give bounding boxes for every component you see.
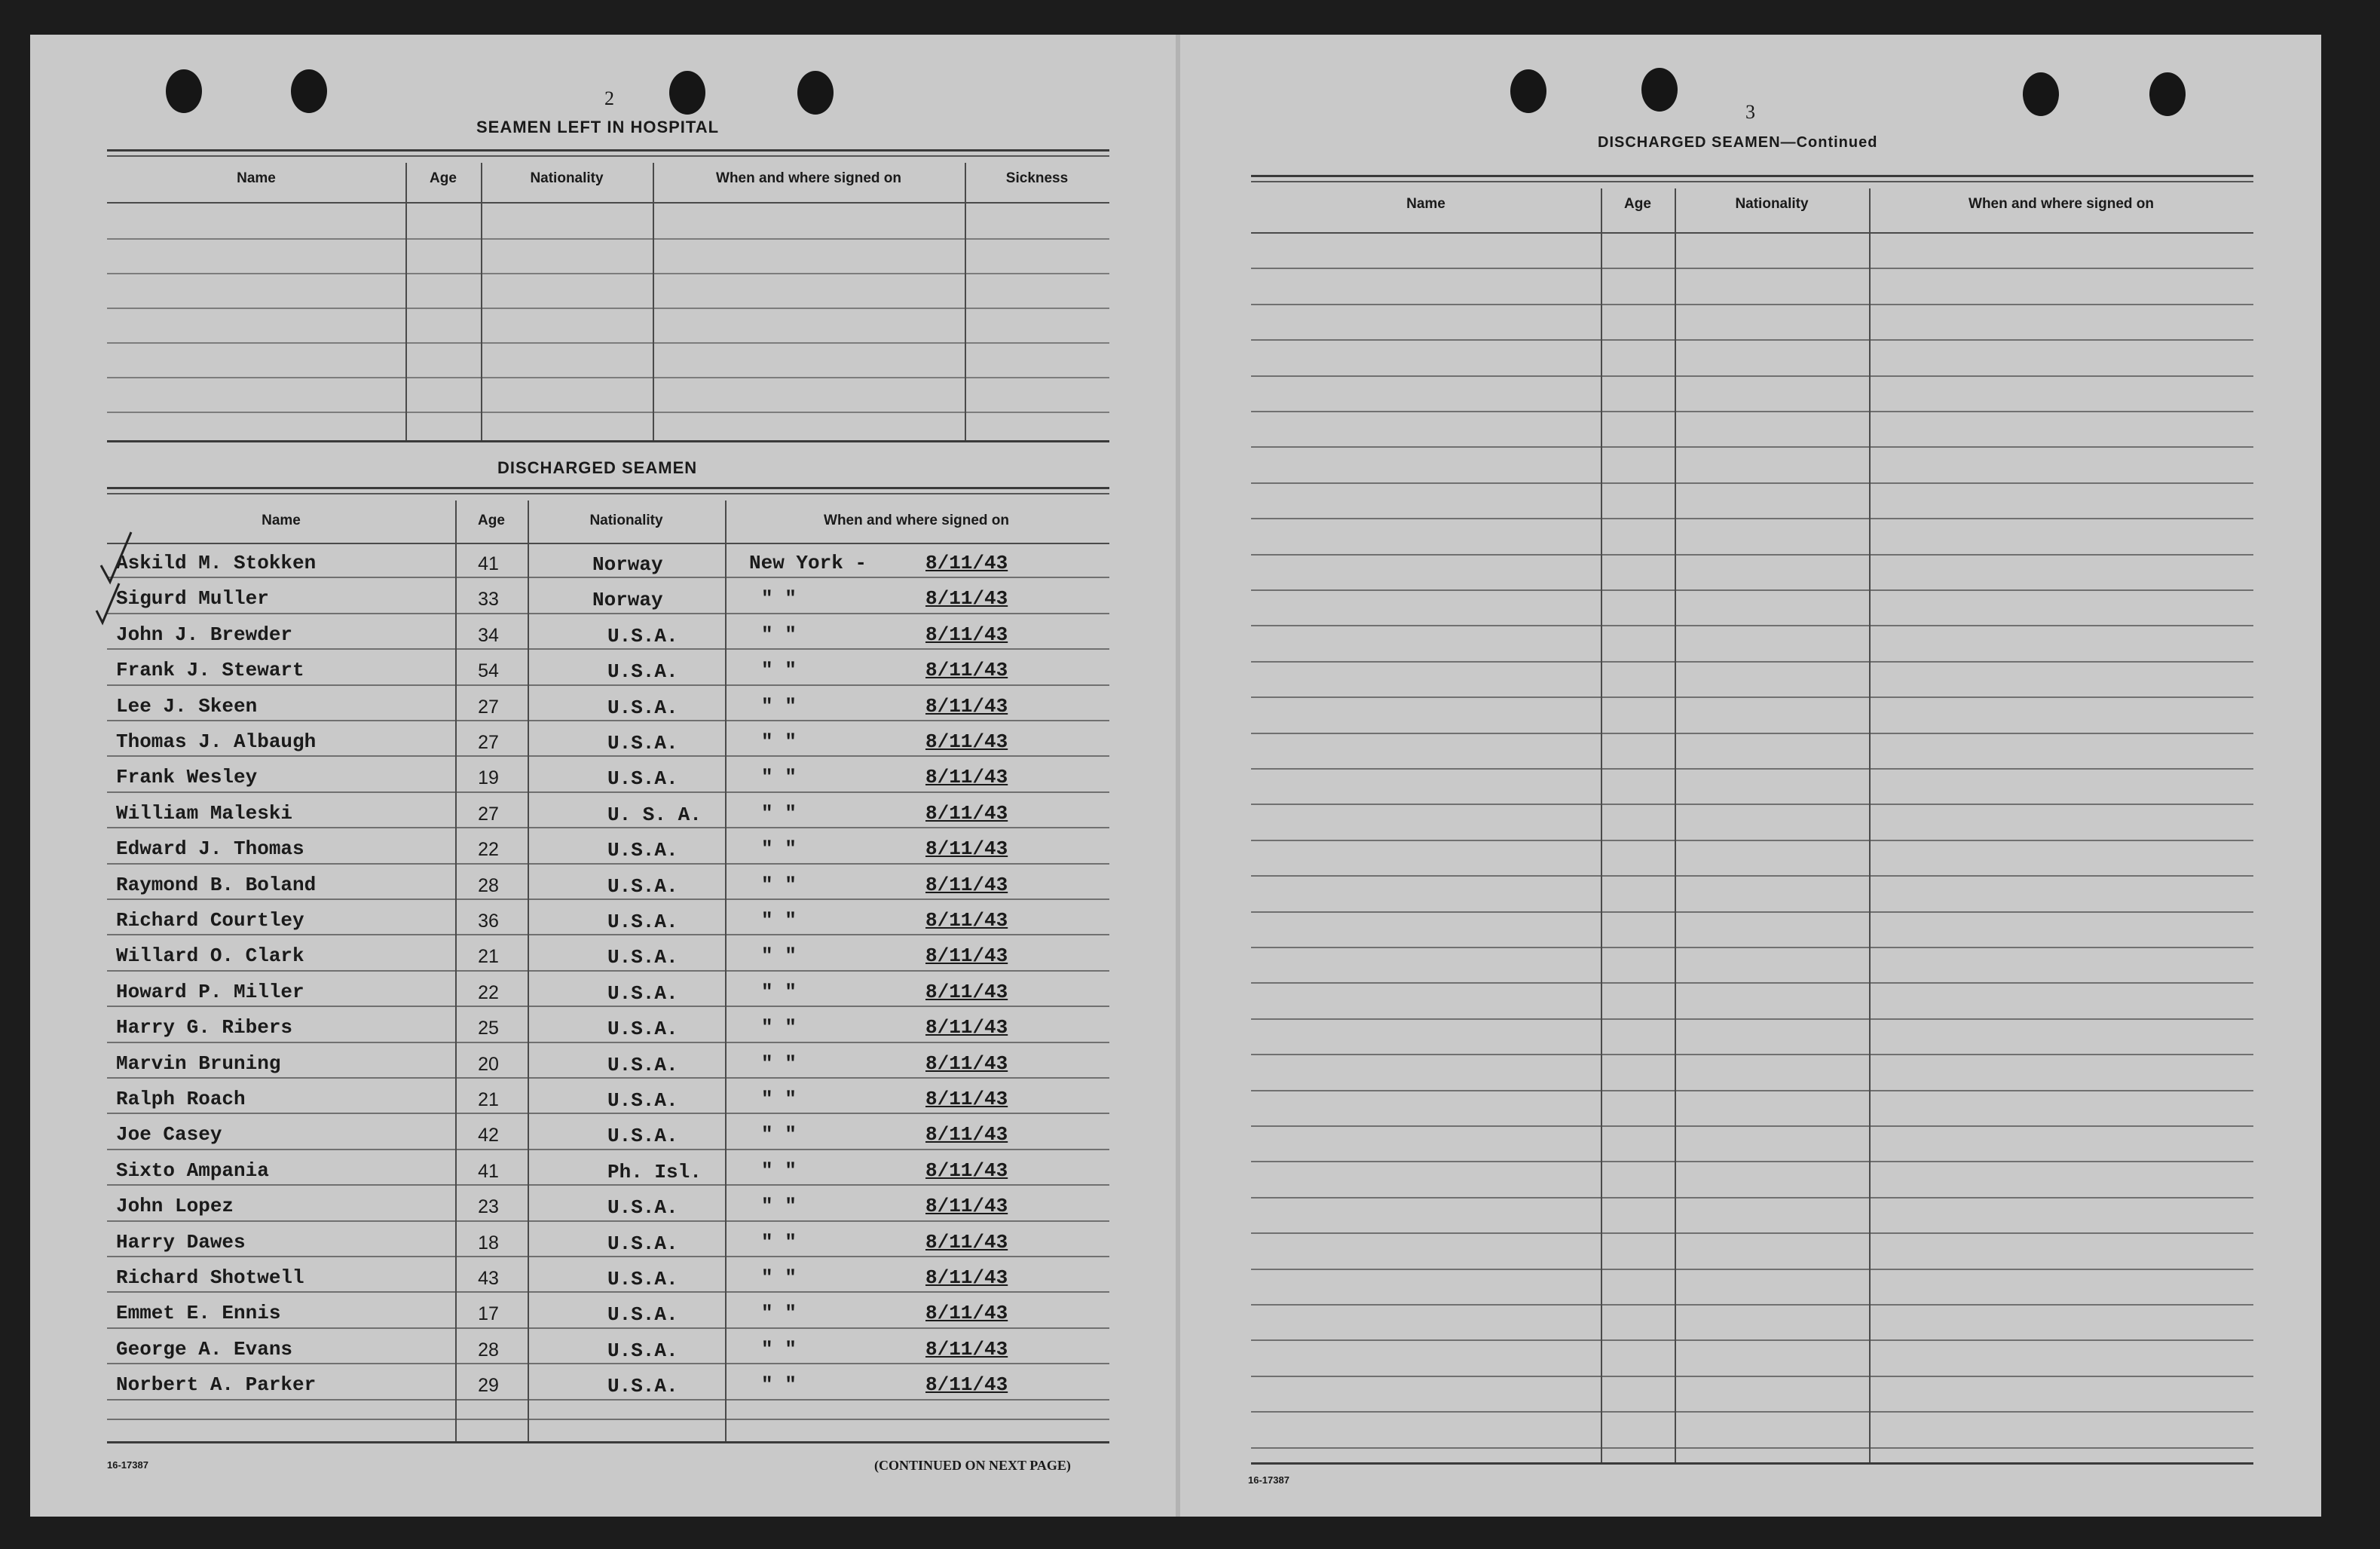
table-row-rule xyxy=(107,308,1109,309)
seaman-nationality: U.S.A. xyxy=(607,767,678,791)
table-row-rule xyxy=(1251,482,2253,484)
continued-section-title: DISCHARGED SEAMEN—Continued xyxy=(1598,134,1878,151)
table-row-rule xyxy=(1251,1197,2253,1198)
table-row-rule xyxy=(1251,733,2253,734)
page-number: 3 xyxy=(1745,101,1755,123)
seaman-age: 28 xyxy=(478,1339,499,1361)
hospital-col-nationality: Nationality xyxy=(530,170,604,186)
signed-on-place: " " xyxy=(761,1195,797,1218)
signed-on-date: 8/11/43 xyxy=(925,587,1008,611)
table-header-rule xyxy=(1251,232,2253,234)
table-column-rule xyxy=(965,163,966,440)
punch-hole xyxy=(1641,68,1678,112)
punch-hole xyxy=(2149,72,2186,116)
seaman-nationality: U.S.A. xyxy=(607,1232,678,1255)
table-row-rule xyxy=(107,1149,1109,1150)
table-row-rule xyxy=(1251,1304,2253,1306)
seaman-nationality: Norway xyxy=(592,589,663,612)
table-row-rule xyxy=(1251,768,2253,770)
signed-on-place: " " xyxy=(761,909,797,932)
signed-on-date: 8/11/43 xyxy=(925,659,1008,682)
table-row-rule xyxy=(1251,339,2253,341)
seaman-name: Raymond B. Boland xyxy=(116,873,317,896)
seaman-nationality: Norway xyxy=(592,553,663,576)
table-row-rule xyxy=(1251,625,2253,626)
seaman-name: Richard Courtley xyxy=(116,909,304,932)
table-row-rule xyxy=(1251,804,2253,805)
table-row-rule xyxy=(107,577,1109,578)
check-mark-icon xyxy=(93,580,124,626)
signed-on-place: " " xyxy=(761,659,797,682)
table-row-rule xyxy=(107,1184,1109,1186)
table-row-rule xyxy=(107,1399,1109,1401)
table-row-rule xyxy=(1251,554,2253,556)
seaman-age: 41 xyxy=(478,553,499,574)
seaman-name: Richard Shotwell xyxy=(116,1266,304,1289)
signed-on-date: 8/11/43 xyxy=(925,623,1008,646)
table-row-rule xyxy=(107,273,1109,274)
table-bottom-rule xyxy=(107,1441,1109,1443)
signed-on-date: 8/11/43 xyxy=(925,837,1008,861)
table-row-rule xyxy=(1251,875,2253,877)
table-row-rule xyxy=(1251,1125,2253,1127)
divider xyxy=(107,155,1109,157)
signed-on-place: " " xyxy=(761,944,797,968)
table-row-rule xyxy=(1251,446,2253,448)
seaman-age: 27 xyxy=(478,803,499,825)
table-column-rule xyxy=(1869,188,1871,1462)
seaman-name: Sixto Ampania xyxy=(116,1159,269,1182)
hospital-section-title: SEAMEN LEFT IN HOSPITAL xyxy=(476,118,720,136)
seaman-name: Edward J. Thomas xyxy=(116,837,304,861)
table-row-rule xyxy=(107,648,1109,650)
punch-hole xyxy=(2023,72,2059,116)
seaman-age: 33 xyxy=(478,589,499,611)
table-column-rule xyxy=(481,163,482,440)
form-number: 16-17387 xyxy=(1248,1474,1289,1486)
page-number: 2 xyxy=(604,87,614,109)
seaman-age: 20 xyxy=(478,1053,499,1075)
signed-on-date: 8/11/43 xyxy=(925,1373,1008,1397)
signed-on-place: " " xyxy=(761,623,797,646)
divider xyxy=(107,487,1109,489)
table-row-rule xyxy=(107,1419,1109,1420)
continued-col-nationality: Nationality xyxy=(1735,196,1809,212)
signed-on-date: 8/11/43 xyxy=(925,1088,1008,1110)
table-row-rule xyxy=(1251,1232,2253,1234)
divider xyxy=(1251,181,2253,182)
hospital-col-sickness: Sickness xyxy=(1005,170,1069,186)
page-fold xyxy=(1176,35,1180,1517)
signed-on-place: " " xyxy=(761,1016,797,1039)
discharged-col-nationality: Nationality xyxy=(589,513,663,528)
seaman-nationality: U.S.A. xyxy=(607,732,678,755)
signed-on-date: 8/11/43 xyxy=(925,1337,1008,1361)
divider xyxy=(107,149,1109,152)
discharged-col-name: Name xyxy=(262,513,301,528)
table-row-rule xyxy=(107,791,1109,793)
table-column-rule xyxy=(405,163,407,440)
table-row-rule xyxy=(107,1077,1109,1079)
hospital-col-name: Name xyxy=(237,170,276,186)
seaman-name: Emmet E. Ennis xyxy=(116,1302,281,1325)
seaman-age: 36 xyxy=(478,911,499,932)
table-row-rule xyxy=(107,238,1109,240)
seaman-nationality: U.S.A. xyxy=(607,911,678,933)
signed-on-date: 8/11/43 xyxy=(925,801,1008,825)
seaman-age: 27 xyxy=(478,732,499,753)
seaman-age: 27 xyxy=(478,696,499,718)
continued-col-name: Name xyxy=(1406,196,1445,212)
table-row-rule xyxy=(107,1113,1109,1114)
table-row-rule xyxy=(1251,518,2253,519)
table-row-rule xyxy=(107,1363,1109,1364)
seaman-age: 18 xyxy=(478,1232,499,1254)
seaman-nationality: U.S.A. xyxy=(607,1268,678,1290)
table-row-rule xyxy=(107,1291,1109,1293)
signed-on-place: " " xyxy=(761,801,797,825)
table-row-rule xyxy=(1251,268,2253,269)
signed-on-date: 8/11/43 xyxy=(925,1123,1008,1146)
signed-on-place: " " xyxy=(761,694,797,718)
table-row-rule xyxy=(1251,1339,2253,1341)
seaman-age: 22 xyxy=(478,981,499,1003)
divider xyxy=(1251,175,2253,177)
signed-on-place: " " xyxy=(761,837,797,861)
continued-note: (CONTINUED ON NEXT PAGE) xyxy=(874,1458,1071,1473)
table-row-rule xyxy=(107,613,1109,614)
signed-on-place: " " xyxy=(761,1123,797,1146)
discharged-col-signed-on: When and where signed on xyxy=(824,513,1009,528)
seaman-age: 28 xyxy=(478,874,499,896)
signed-on-place: " " xyxy=(761,730,797,753)
seaman-age: 34 xyxy=(478,624,499,646)
signed-on-place: " " xyxy=(761,1159,797,1182)
seaman-age: 42 xyxy=(478,1125,499,1146)
signed-on-date: 8/11/43 xyxy=(925,1230,1008,1254)
signed-on-place: " " xyxy=(761,1373,797,1397)
seaman-nationality: U.S.A. xyxy=(607,1125,678,1148)
table-row-rule xyxy=(1251,1161,2253,1162)
seaman-name: John J. Brewder xyxy=(116,623,293,646)
table-row-rule xyxy=(107,342,1109,344)
punch-hole xyxy=(797,71,834,115)
table-row-rule xyxy=(1251,1090,2253,1091)
signed-on-date: 8/11/43 xyxy=(925,1016,1008,1039)
seaman-age: 54 xyxy=(478,660,499,682)
table-column-rule xyxy=(1601,188,1602,1462)
table-row-rule xyxy=(1251,911,2253,913)
table-row-rule xyxy=(1251,982,2253,984)
signed-on-place: " " xyxy=(761,1230,797,1254)
table-row-rule xyxy=(1251,411,2253,412)
table-row-rule xyxy=(1251,947,2253,948)
table-row-rule xyxy=(1251,1376,2253,1377)
table-header-rule xyxy=(107,543,1109,544)
table-bottom-rule xyxy=(107,440,1109,442)
table-column-rule xyxy=(653,163,654,440)
seaman-name: Lee J. Skeen xyxy=(116,694,258,718)
signed-on-date: 8/11/43 xyxy=(925,909,1008,932)
seaman-nationality: U.S.A. xyxy=(607,981,678,1005)
signed-on-date: 8/11/43 xyxy=(925,1052,1008,1075)
seaman-age: 25 xyxy=(478,1018,499,1039)
seaman-nationality: U.S.A. xyxy=(607,1018,678,1041)
seaman-nationality: U.S.A. xyxy=(607,696,678,719)
table-row-rule xyxy=(1251,375,2253,377)
seaman-name: George A. Evans xyxy=(116,1337,293,1361)
signed-on-date: 8/11/43 xyxy=(925,730,1008,753)
signed-on-place: " " xyxy=(761,1266,797,1289)
seaman-nationality: U.S.A. xyxy=(607,1196,678,1220)
seaman-name: Harry G. Ribers xyxy=(116,1016,293,1039)
punch-hole xyxy=(166,69,202,113)
table-row-rule xyxy=(1251,696,2253,698)
seaman-nationality: U.S.A. xyxy=(607,874,678,898)
table-row-rule xyxy=(1251,304,2253,305)
table-row-rule xyxy=(107,720,1109,721)
seaman-name: Thomas J. Albaugh xyxy=(116,730,317,753)
table-row-rule xyxy=(107,970,1109,972)
seaman-nationality: U.S.A. xyxy=(607,1303,678,1327)
signed-on-date: 8/11/43 xyxy=(925,980,1008,1003)
table-column-rule xyxy=(1675,188,1676,1462)
signed-on-date: 8/11/43 xyxy=(925,552,1008,574)
seaman-name: Sigurd Muller xyxy=(116,587,269,611)
seaman-nationality: U.S.A. xyxy=(607,1053,678,1076)
table-row-rule xyxy=(107,1256,1109,1257)
table-row-rule xyxy=(1251,1018,2253,1020)
discharged-col-age: Age xyxy=(478,513,505,528)
table-row-rule xyxy=(1251,1411,2253,1413)
signed-on-place: " " xyxy=(761,873,797,896)
signed-on-place: New York - xyxy=(749,552,867,574)
seaman-nationality: U. S. A. xyxy=(607,803,702,826)
seaman-name: Ralph Roach xyxy=(116,1088,246,1110)
seaman-age: 21 xyxy=(478,946,499,968)
signed-on-date: 8/11/43 xyxy=(925,1266,1008,1289)
signed-on-place: " " xyxy=(761,587,797,611)
signed-on-place: " " xyxy=(761,766,797,789)
seaman-nationality: U.S.A. xyxy=(607,1339,678,1362)
hospital-col-age: Age xyxy=(430,170,457,186)
signed-on-date: 8/11/43 xyxy=(925,1302,1008,1325)
continued-col-signed-on: When and where signed on xyxy=(1969,196,2154,212)
signed-on-place: " " xyxy=(761,1302,797,1325)
punch-hole xyxy=(1510,69,1546,113)
table-row-rule xyxy=(107,1327,1109,1329)
table-row-rule xyxy=(107,1042,1109,1043)
continued-col-age: Age xyxy=(1624,196,1651,212)
seaman-age: 17 xyxy=(478,1303,499,1325)
seaman-age: 22 xyxy=(478,839,499,861)
table-bottom-rule xyxy=(1251,1462,2253,1465)
signed-on-date: 8/11/43 xyxy=(925,873,1008,896)
form-number: 16-17387 xyxy=(107,1459,148,1471)
seaman-age: 19 xyxy=(478,767,499,789)
seaman-name: Askild M. Stokken xyxy=(116,552,317,574)
seaman-name: Willard O. Clark xyxy=(116,944,304,968)
table-row-rule xyxy=(107,755,1109,757)
table-row-rule xyxy=(107,934,1109,935)
hospital-col-signed-on: When and where signed on xyxy=(716,170,901,186)
table-row-rule xyxy=(107,863,1109,865)
seaman-nationality: U.S.A. xyxy=(607,946,678,969)
table-row-rule xyxy=(107,377,1109,378)
signed-on-place: " " xyxy=(761,1088,797,1110)
seaman-nationality: Ph. Isl. xyxy=(607,1160,702,1183)
seaman-nationality: U.S.A. xyxy=(607,1375,678,1398)
table-row-rule xyxy=(107,1220,1109,1222)
seaman-name: Frank Wesley xyxy=(116,766,258,789)
seaman-name: William Maleski xyxy=(116,801,293,825)
signed-on-date: 8/11/43 xyxy=(925,694,1008,718)
signed-on-place: " " xyxy=(761,980,797,1003)
table-row-rule xyxy=(1251,1269,2253,1270)
seaman-age: 29 xyxy=(478,1375,499,1397)
seaman-age: 23 xyxy=(478,1196,499,1218)
seaman-nationality: U.S.A. xyxy=(607,839,678,862)
seaman-name: Joe Casey xyxy=(116,1123,222,1146)
table-row-rule xyxy=(107,1006,1109,1007)
seaman-name: Frank J. Stewart xyxy=(116,659,304,682)
seaman-nationality: U.S.A. xyxy=(607,660,678,684)
seaman-age: 41 xyxy=(478,1160,499,1182)
signed-on-date: 8/11/43 xyxy=(925,944,1008,968)
table-row-rule xyxy=(1251,1054,2253,1055)
punch-hole xyxy=(669,71,705,115)
signed-on-date: 8/11/43 xyxy=(925,1159,1008,1182)
seaman-age: 21 xyxy=(478,1089,499,1110)
signed-on-date: 8/11/43 xyxy=(925,1195,1008,1218)
seaman-name: Norbert A. Parker xyxy=(116,1373,317,1397)
divider xyxy=(107,493,1109,494)
seaman-name: Howard P. Miller xyxy=(116,980,304,1003)
table-header-rule xyxy=(107,202,1109,204)
signed-on-place: " " xyxy=(761,1337,797,1361)
table-row-rule xyxy=(107,898,1109,900)
seaman-age: 43 xyxy=(478,1268,499,1289)
table-row-rule xyxy=(107,827,1109,828)
seaman-name: John Lopez xyxy=(116,1195,234,1218)
seaman-name: Marvin Bruning xyxy=(116,1052,281,1075)
discharged-section-title: DISCHARGED SEAMEN xyxy=(497,458,698,477)
table-row-rule xyxy=(107,412,1109,413)
signed-on-place: " " xyxy=(761,1052,797,1075)
signed-on-date: 8/11/43 xyxy=(925,766,1008,789)
table-row-rule xyxy=(1251,661,2253,663)
table-row-rule xyxy=(1251,589,2253,591)
punch-hole xyxy=(291,69,327,113)
seaman-name: Harry Dawes xyxy=(116,1230,246,1254)
seaman-nationality: U.S.A. xyxy=(607,624,678,647)
table-row-rule xyxy=(1251,840,2253,841)
seaman-nationality: U.S.A. xyxy=(607,1089,678,1112)
table-row-rule xyxy=(1251,1447,2253,1449)
table-row-rule xyxy=(107,684,1109,686)
